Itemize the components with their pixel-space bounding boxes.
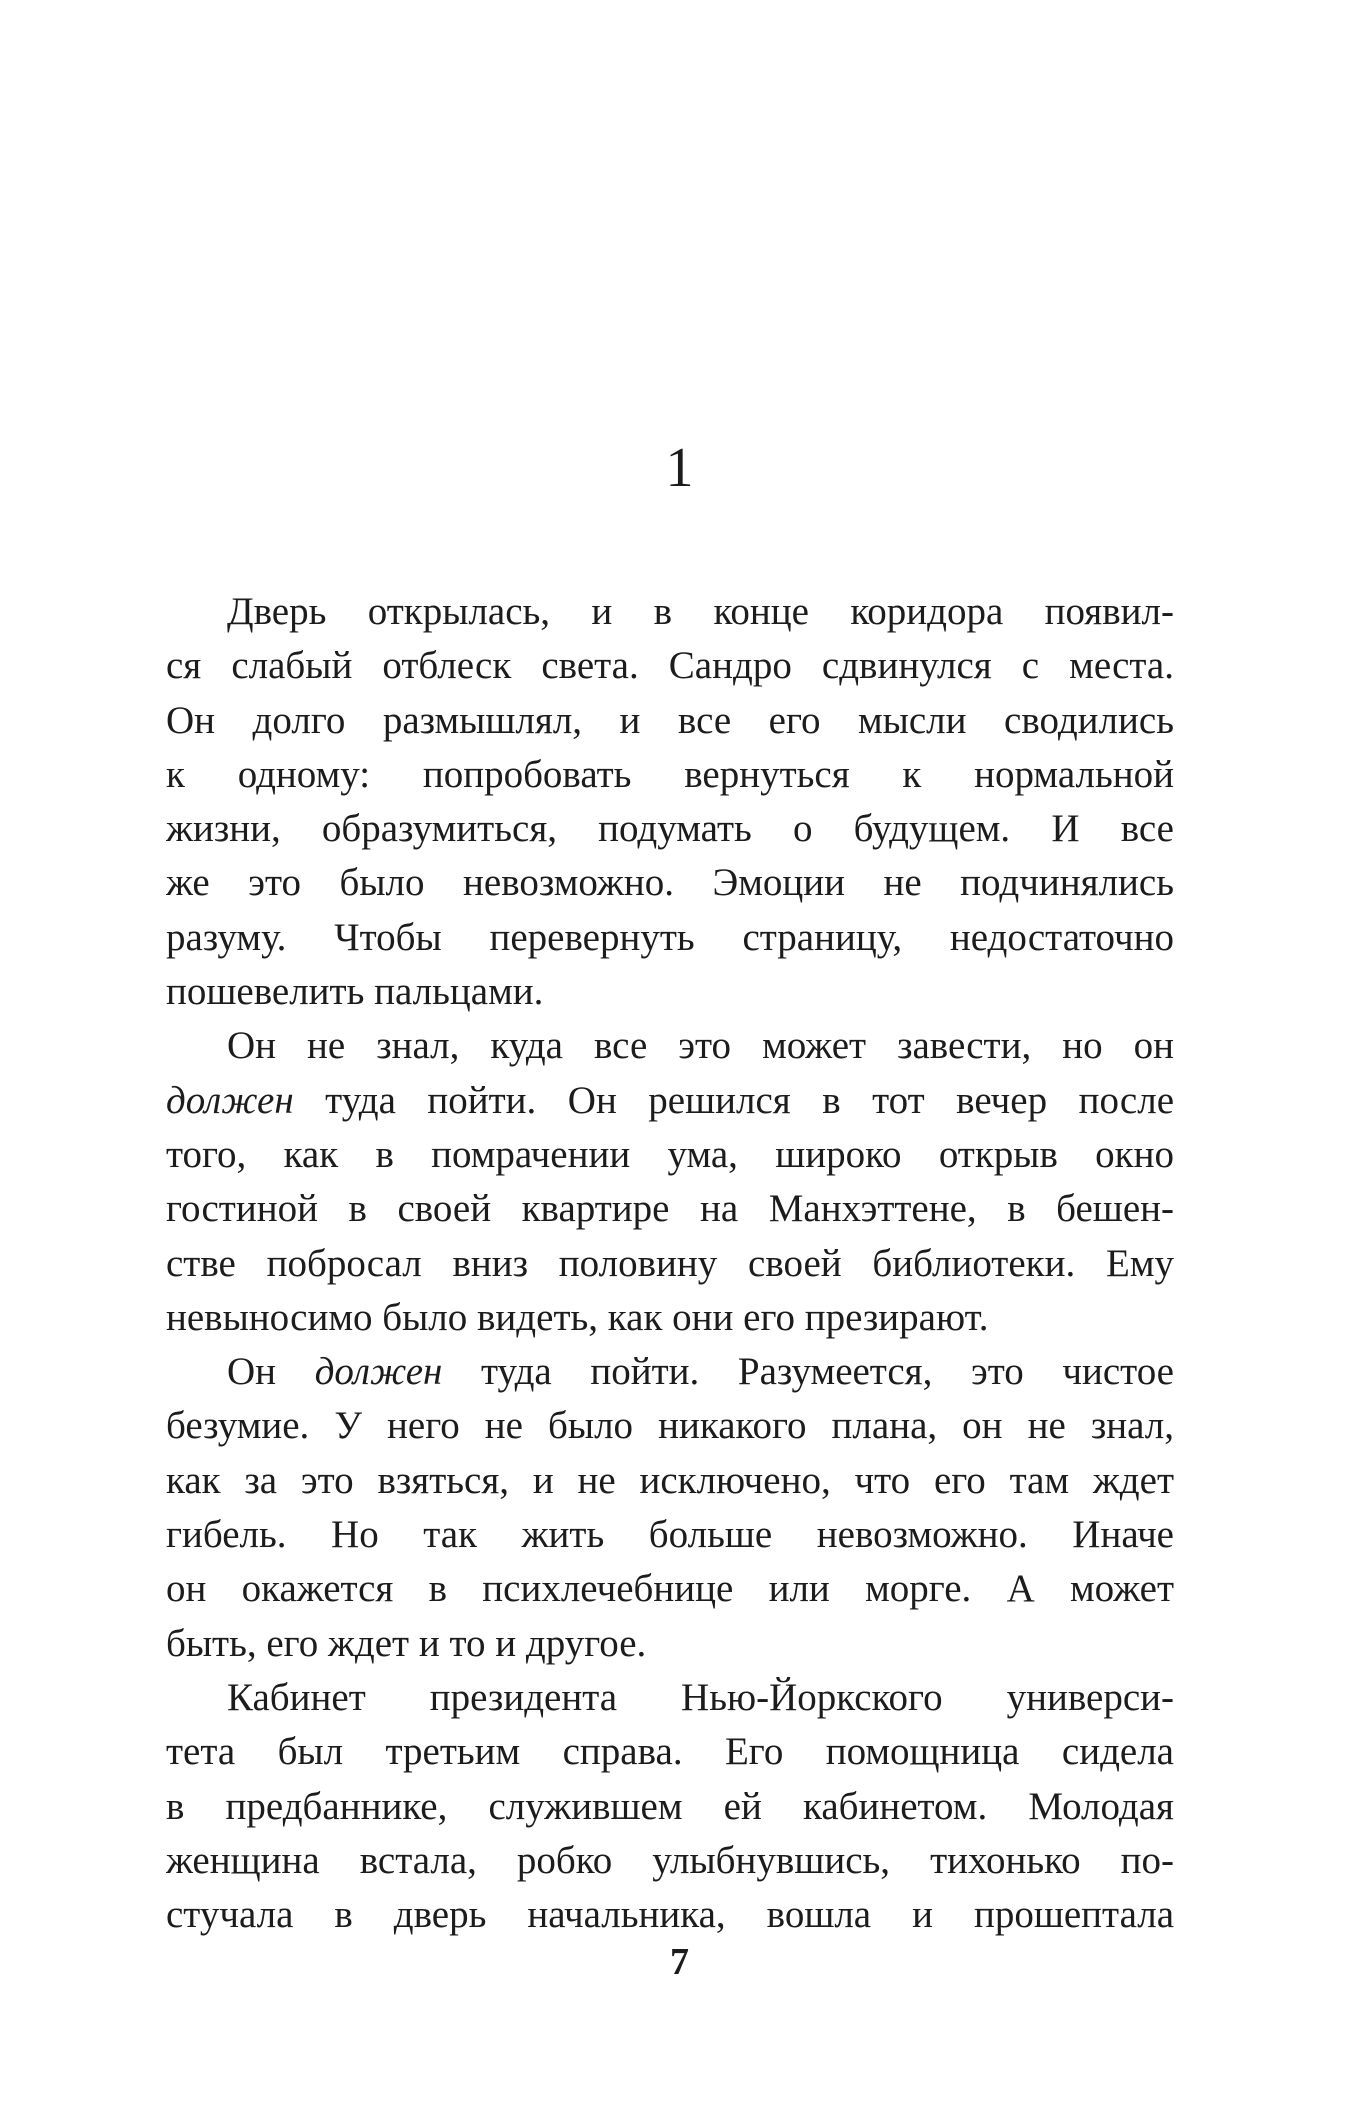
text-line: [166, 1182, 1174, 1236]
text-line: [166, 1291, 1174, 1345]
line-text: невыносимо было видеть, как они его презирают.: [166, 1295, 989, 1339]
line-text: гостиной в своей квартире на Манхэттене, в бешен-: [166, 1187, 1174, 1231]
text-line: [166, 1671, 1174, 1725]
text-line: [166, 1725, 1174, 1779]
line-text: ся слабый отблеск света. Сандро сдвинулся с места.: [166, 644, 1174, 688]
line-text: Он не знал, куда все это может завести, но он: [227, 1024, 1174, 1068]
line-text: жизни, образумиться, подумать о будущем. И все: [166, 807, 1174, 851]
italic-emphasis: должен: [314, 1350, 443, 1394]
line-text: пошевелить пальцами.: [166, 970, 544, 1014]
text-line: [166, 1237, 1174, 1291]
line-text: безумие. У него не было никакого плана, он не знал,: [166, 1404, 1174, 1448]
italic-emphasis: должен: [166, 1078, 294, 1122]
line-text: быть, его ждет и то и другое.: [166, 1621, 647, 1665]
text-line: [166, 1128, 1174, 1182]
text-line: [166, 1019, 1174, 1073]
line-text: стве побросал вниз половину своей библиотеки. Ему: [166, 1241, 1174, 1285]
line-text: женщина встала, робко улыбнувшись, тихонько по-: [166, 1838, 1174, 1882]
text-line: [166, 1617, 1174, 1671]
text-line: [166, 748, 1174, 802]
line-text: туда пойти. Он решился в тот вечер после: [293, 1078, 1174, 1122]
text-line: [166, 1345, 1174, 1399]
line-lead: Он: [227, 1350, 315, 1394]
line-text: как за это взяться, и не исключено, что его там ждет: [166, 1458, 1174, 1502]
line-text: разуму. Чтобы перевернуть страницу, недостаточно: [166, 915, 1174, 959]
text-line: [166, 1780, 1174, 1834]
text-line: [166, 1399, 1174, 1453]
page-number: 7: [670, 1941, 689, 1983]
line-text: в предбаннике, служившем ей кабинетом. Молодая: [166, 1784, 1174, 1828]
line-text: Он долго размышлял, и все его мысли сводились: [166, 698, 1174, 742]
text-line: [166, 856, 1174, 910]
text-line: [166, 911, 1174, 965]
line-text: он окажется в психлечебнице или морге. А может: [166, 1567, 1174, 1611]
chapter-number: 1: [665, 437, 694, 499]
text-line: [166, 1454, 1174, 1508]
line-text: того, как в помрачении ума, широко открыв окно: [166, 1132, 1174, 1176]
text-line: [166, 965, 1174, 1019]
line-text: же это было невозможно. Эмоции не подчинялись: [166, 861, 1174, 905]
text-line: [166, 585, 1174, 639]
body-text: [166, 585, 1174, 1942]
text-line: [166, 1508, 1174, 1562]
text-line: [166, 802, 1174, 856]
line-text: гибель. Но так жить больше невозможно. Иначе: [166, 1513, 1174, 1557]
text-line: [166, 639, 1174, 693]
text-line: [166, 1074, 1174, 1128]
line-text: Дверь открылась, и в конце коридора появил-: [227, 590, 1174, 633]
line-text: Кабинет президента Нью-Йоркского универси-: [227, 1675, 1174, 1719]
line-text: к одному: попробовать вернуться к нормальной: [166, 752, 1174, 796]
line-text: стучала в дверь начальника, вошла и прошептала: [166, 1893, 1174, 1937]
text-line: [166, 1834, 1174, 1888]
text-line: [166, 1562, 1174, 1616]
line-text: туда пойти. Разумеется, это чистое: [442, 1350, 1174, 1394]
text-line: [166, 694, 1174, 748]
line-text: тета был третьим справа. Его помощница сидела: [166, 1730, 1174, 1774]
text-line: [166, 1888, 1174, 1942]
